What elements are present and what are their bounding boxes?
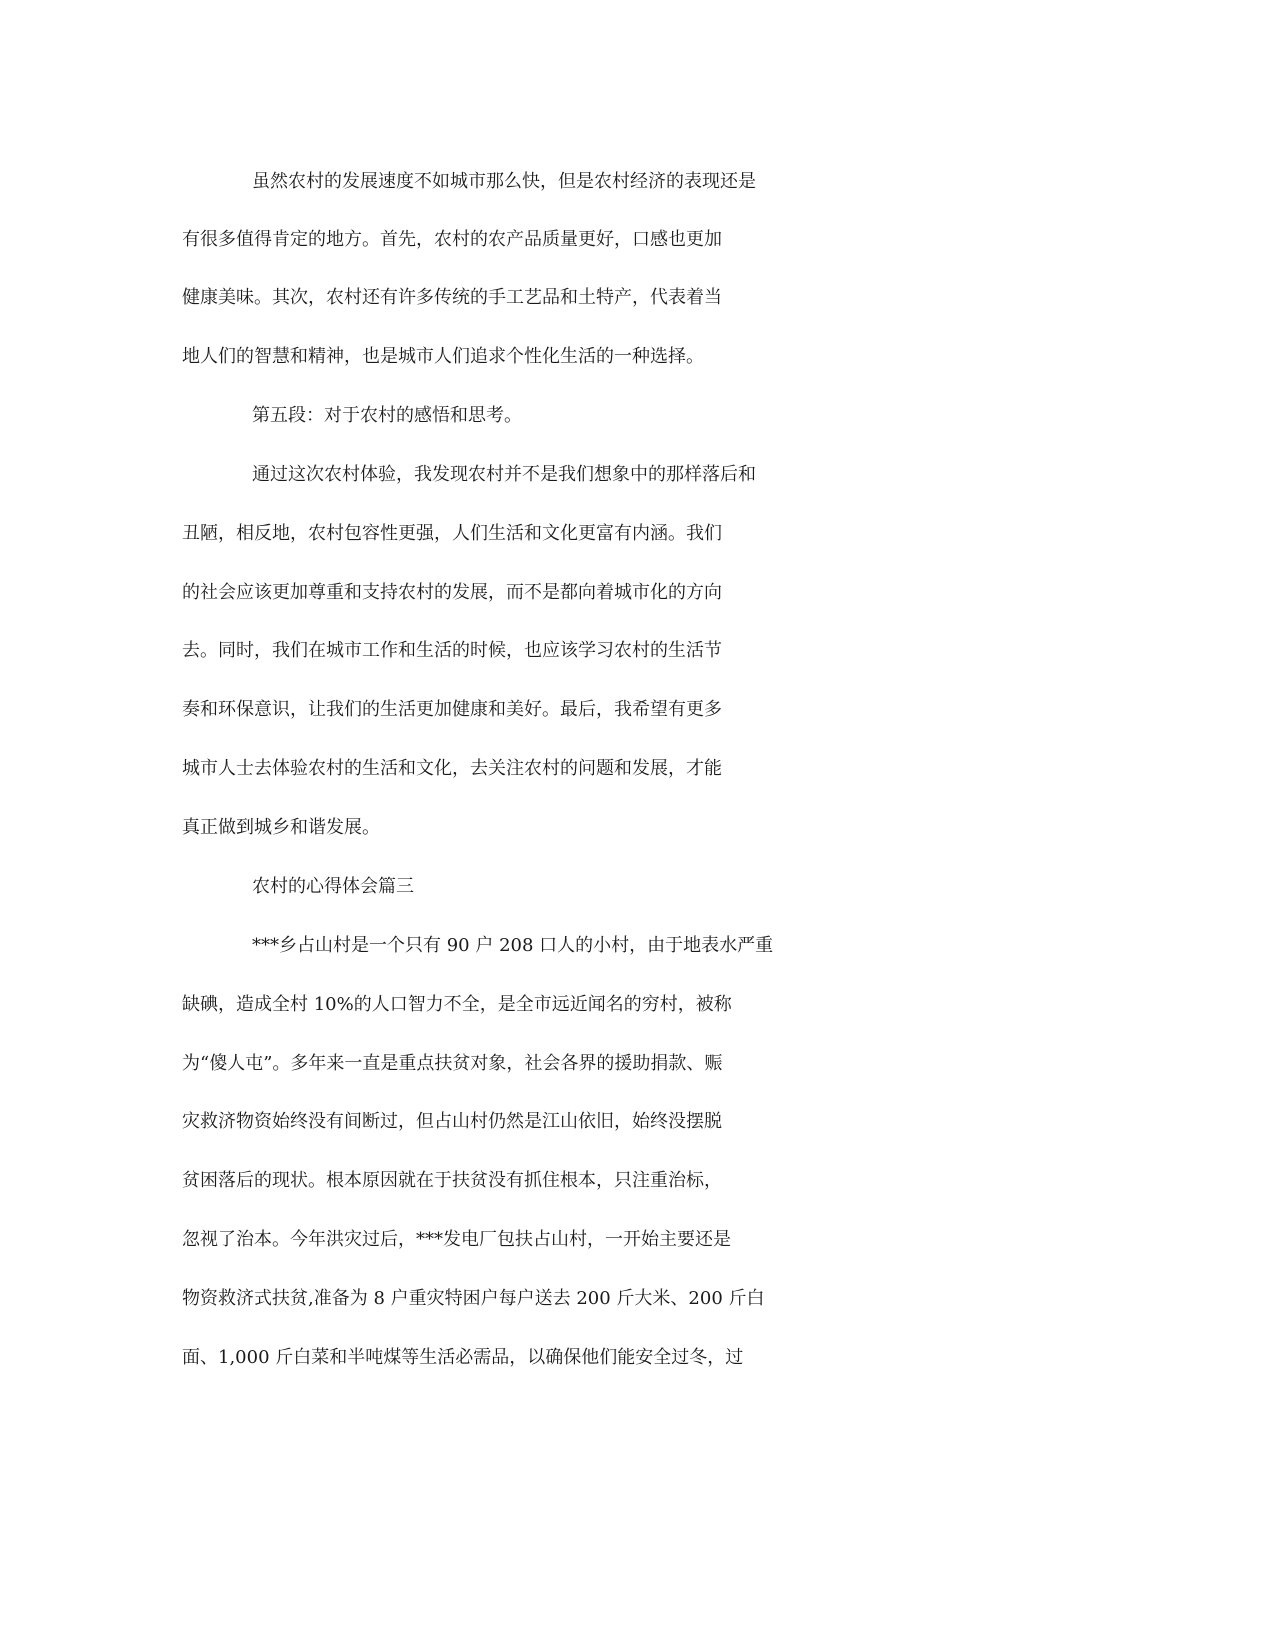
text-line: 忽视了治本。今年洪灾过后，***发电厂包扶占山村，一开始主要还是 bbox=[182, 1229, 731, 1250]
text-line: 健康美味。其次，农村还有许多传统的手工艺品和土特产，代表着当 bbox=[182, 287, 722, 308]
text-line: 虽然农村的发展速度不如城市那么快，但是农村经济的表现还是 bbox=[252, 171, 756, 192]
text-line: 缺碘，造成全村 10%的人口智力不全，是全市远近闻名的穷村，被称 bbox=[182, 994, 732, 1015]
text-line: 城市人士去体验农村的生活和文化，去关注农村的问题和发展，才能 bbox=[182, 758, 722, 779]
text-line: 面、1,000 斤白菜和半吨煤等生活必需品，以确保他们能安全过冬，过 bbox=[182, 1347, 744, 1368]
text-line: 为“傻人屯”。多年来一直是重点扶贫对象，社会各界的援助捐款、赈 bbox=[182, 1053, 723, 1074]
text-line: 物资救济式扶贫,准备为 8 户重灾特困户每户送去 200 斤大米、200 斤白 bbox=[182, 1288, 765, 1309]
text-line: 真正做到城乡和谐发展。 bbox=[182, 817, 380, 838]
text-line: 去。同时，我们在城市工作和生活的时候，也应该学习农村的生活节 bbox=[182, 640, 722, 661]
section-heading: 农村的心得体会篇三 bbox=[252, 876, 414, 897]
text-line: 奏和环保意识，让我们的生活更加健康和美好。最后，我希望有更多 bbox=[182, 699, 722, 720]
text-line: 灾救济物资始终没有间断过，但占山村仍然是江山依旧，始终没摆脱 bbox=[182, 1111, 722, 1132]
text-line: 通过这次农村体验，我发现农村并不是我们想象中的那样落后和 bbox=[252, 464, 756, 485]
text-line: 地人们的智慧和精神，也是城市人们追求个性化生活的一种选择。 bbox=[182, 346, 704, 367]
section-heading: 第五段：对于农村的感悟和思考。 bbox=[252, 405, 522, 426]
text-line: 有很多值得肯定的地方。首先，农村的农产品质量更好，口感也更加 bbox=[182, 229, 722, 250]
text-line: 贫困落后的现状。根本原因就在于扶贫没有抓住根本，只注重治标， bbox=[182, 1170, 722, 1191]
text-line: 的社会应该更加尊重和支持农村的发展，而不是都向着城市化的方向 bbox=[182, 582, 722, 603]
text-line: ***乡占山村是一个只有 90 户 208 口人的小村，由于地表水严重 bbox=[252, 935, 774, 956]
text-line: 丑陋，相反地，农村包容性更强，人们生活和文化更富有内涵。我们 bbox=[182, 523, 722, 544]
